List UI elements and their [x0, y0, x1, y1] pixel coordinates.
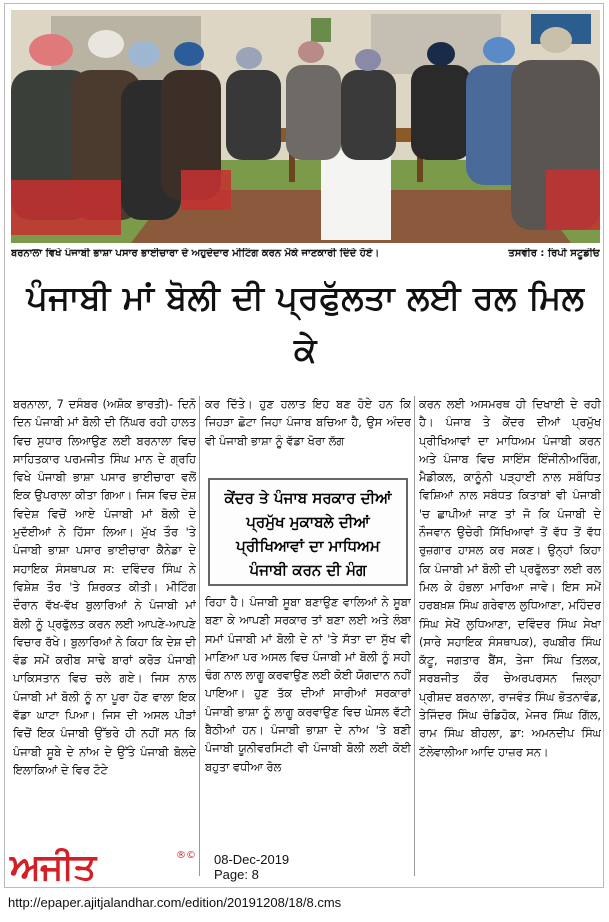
- article-column-1: ਬਰਨਾਲਾ, 7 ਦਸੰਬਰ (ਅਸ਼ੋਕ ਭਾਰਤੀ)- ਦਿਨੋ ਦਿਨ ਪੰਜਾਬੀ ਮਾਂ ਬੋਲੀ ਦੀ ਨਿੱਘਰ ਰਹੀ ਹਾਲਤ ਵਿਚ ਸੁਧਾਰ ਲਿਆਉਣ ਲਈ ਬਰਨਾਲਾ ਵਿਚ ਸਾਹਿਤਕਾਰ ਪਰਮਜੀਤ ਸਿੰਘ ਮਾਨ ਦੇ ਗ੍ਰਹਿ ਵਿਖੇ ਪੰਜਾਬੀ ਭਾਸ਼ਾ ਪਸਾਰ ਭਾਈਚਾਰਾ ਵਲੋਂ ਇਕ ਉਪਰਾਲਾ ਕੀਤਾ ਗਿਆ। ਜਿਸ ਵਿਚ ਦੇਸ਼ ਵਿਦੇਸ਼ ਵਿਚੋਂ ਆਏ ਪੰਜਾਬੀ ਮਾਂ ਬੋਲੀ ਦੇ ਮੁਦੱਈਆਂ ਨੇ ਹਿੱਸਾ ਲਿਆ। ਮੁੱਖ ਤੌਰ 'ਤੇ ਪੰਜਾਬੀ ਭਾਸ਼ਾ ਪਸਾਰ ਭਾਈਚਾਰਾ ਕੈਨੇਡਾ ਦੇ ਸਹਾਇਕ ਸੰਸਥਾਪਕ ਸ: ਦਵਿੰਦਰ ਸਿੰਘ ਨੇ ਵਿਸ਼ੇਸ਼ ਤੌਰ 'ਤੇ ਸ਼ਿਰਕਤ ਕੀਤੀ। ਮੀਟਿੰਗ ਦੌਰਾਨ ਵੱਖ-ਵੱਖ ਬੁਲਾਰਿਆਂ ਨੇ ਪੰਜਾਬੀ ਮਾਂ ਬੋਲੀ ਨੂੰ ਪ੍ਰਫੁੱਲਤ ਕਰਨ ਲਈ ਆਪਣੇ-ਆਪਣੇ ਵਿਚਾਰ ਰੱਖੇ। ਬੁਲਾਰਿਆਂ ਨੇ ਕਿਹਾ ਕਿ ਦੇਸ਼ ਦੀ ਵੰਡ ਸਮੇਂ ਕਰੀਬ ਸਾਢੇ ਬਾਰਾਂ ਕਰੋੜ ਪੰਜਾਬੀ ਪਾਕਿਸਤਾਨ ਵਿਚ ਚਲੇ ਗਏ। ਜਿਸ ਨਾਲ ਪੰਜਾਬੀ ਮਾਂ ਬੋਲੀ ਨੂੰ ਨਾ ਪੂਰਾ ਹੋਣ ਵਾਲਾ ਇਕ ਵੱਡਾ ਘਾਟਾ ਪਿਆ। ਜਿਸ ਦੀ ਅਸਲ ਪੀੜਾਂ ਵਿਚੋਂ ਇਕ ਪੰਜਾਬੀ ਉੱਭਰੇ ਹੀ ਨਹੀਂ ਸਨ ਕਿ ਪੰਜਾਬੀ ਸੂਬੇ ਦੇ ਨਾਂਅ ਦੇ ਉੱਤੇ ਪੰਜਾਬੀ ਬੋਲਦੇ ਇਲਾਕਿਆਂ ਦੇ ਵਿਰ ਟੋਟੇ: [13, 398, 196, 777]
- logo-registered-mark: ®©: [176, 850, 196, 861]
- headline-line-1: ਪੰਜਾਬੀ ਮਾਂ ਬੋਲੀ ਦੀ ਪ੍ਰਫੁੱਲਤਾ ਲਈ ਰਲ ਮਿਲ ਕੇ: [26, 278, 585, 369]
- page-number: Page: 8: [214, 867, 259, 882]
- meeting-photo: [11, 10, 600, 243]
- column-divider: [199, 396, 200, 876]
- pull-quote-box: [208, 478, 408, 586]
- column-divider: [414, 396, 415, 876]
- article-column-2-bottom: ਰਿਹਾ ਹੈ। ਪੰਜਾਬੀ ਸੂਬਾ ਬਣਾਉਣ ਵਾਲਿਆਂ ਨੇ ਸੂਬਾ ਬਣਾ ਕੇ ਆਪਣੀ ਸਰਕਾਰ ਤਾਂ ਬਣਾ ਲਈ ਅਤੇ ਲੰਬਾ ਸਮਾਂ ਪੰਜਾਬੀ ਮਾਂ ਬੋਲੀ ਦੇ ਨਾਂ 'ਤੇ ਸੱਤਾ ਦਾ ਸੁੱਖ ਵੀ ਮਾਣਿਆ ਪਰ ਅਸਲ ਵਿਚ ਪੰਜਾਬੀ ਮਾਂ ਬੋਲੀ ਨੂੰ ਸਹੀ ਢੰਗ ਨਾਲ ਲਾਗੂ ਕਰਵਾਉਣ ਲਈ ਕੋਈ ਯੋਗਦਾਨ ਨਹੀਂ ਪਾਇਆ। ਹੁਣ ਤੱਕ ਦੀਆਂ ਸਾਰੀਆਂ ਸਰਕਾਰਾਂ ਪੰਜਾਬੀ ਭਾਸ਼ਾ ਨੂੰ ਲਾਗੂ ਕਰਵਾਉਣ ਵਿਚ ਘੇਸਲ ਵੱਟੀ ਬੈਠੀਆਂ ਹਨ। ਪੰਜਾਬੀ ਭਾਸ਼ਾ ਦੇ ਨਾਂਅ 'ਤੇ ਬਣੀ ਪੰਜਾਬੀ ਯੂਨੀਵਰਸਿਟੀ ਵੀ ਪੰਜਾਬੀ ਬੋਲੀ ਲਈ ਕੋਈ ਬਹੁਤਾ ਵਧੀਆ ਰੋਲ: [205, 596, 411, 774]
- source-url[interactable]: http://epaper.ajitjalandhar.com/edition/20191208/18/8.cms: [8, 895, 342, 910]
- photo-caption-bar: [11, 248, 600, 264]
- headline-line-2: [11, 376, 600, 380]
- ajit-logo: ਅਜੀਤ: [10, 847, 96, 888]
- newspaper-clipping: [4, 3, 604, 888]
- headline: [11, 272, 600, 380]
- meeting-photo-icon: [11, 10, 600, 243]
- edition-date: 08-Dec-2019: [214, 852, 290, 867]
- photo-caption: ਬਰਨਾਲਾ ਵਿਖੇ ਪੰਜਾਬੀ ਭਾਸ਼ਾ ਪਸਾਰ ਭਾਈਚਾਰਾ ਦੇ ਅਹੁਦੇਦਾਰ ਮੀਟਿੰਗ ਕਰਨ ਮੌਕੇ ਜਾਣਕਾਰੀ ਦਿੰਦੇ ਹੋਏ।: [11, 248, 380, 259]
- article-column-2-top: ਕਰ ਦਿੱਤੇ। ਹੁਣ ਹਲਾਤ ਇਹ ਬਣ ਹੋਏ ਹਨ ਕਿ ਜਿਹੜਾ ਛੋਟਾ ਜਿਹਾ ਪੰਜਾਬ ਬਚਿਆ ਹੈ, ਉਸ ਅੰਦਰ ਵੀ ਪੰਜਾਬੀ ਭਾਸ਼ਾ ਨੂੰ ਵੱਡਾ ਖੋਰਾ ਲੱਗ: [205, 398, 411, 448]
- photo-credit: ਤਸਵੀਰ : ਰਿਪੀ ਸਟੂਡੀਓ: [508, 248, 600, 259]
- article-column-3: ਕਰਨ ਲਈ ਅਸਮਰਥ ਹੀ ਦਿਖਾਈ ਦੇ ਰਹੀ ਹੈ। ਪੰਜਾਬ ਤੇ ਕੇਂਦਰ ਦੀਆਂ ਪ੍ਰਮੁੱਖ ਪ੍ਰੀਖਿਆਵਾਂ ਦਾ ਮਾਧਿਅਮ ਪੰਜਾਬੀ ਕਰਨ ਅਤੇ ਪੰਜਾਬ ਵਿਚ ਸਾਇੰਸ ਇੰਜੀਨੀਅਰਿੰਗ, ਮੈਡੀਕਲ, ਕਾਨੂੰਨੀ ਪੜ੍ਹਾਈ ਨਾਲ ਸਬੰਧਿਤ ਵਿਸ਼ਿਆਂ ਨਾਲ ਸਬੰਧਤ ਕਿਤਾਬਾਂ ਵੀ ਪੰਜਾਬੀ 'ਚ ਛਾਪੀਆਂ ਜਾਣ ਤਾਂ ਜੋ ਕਿ ਪੰਜਾਬੀ ਦੇ ਨੌਜਵਾਨ ਉਚੇਰੀ ਸਿੱਖਿਆਵਾਂ ਤੋਂ ਵੱਧ ਤੋਂ ਵੱਧ ਰੁਜ਼ਗਾਰ ਹਾਸਲ ਕਰ ਸਕਣ। ਉਨ੍ਹਾਂ ਕਿਹਾ ਕਿ ਪੰਜਾਬੀ ਮਾਂ ਬੋਲੀ ਦੀ ਪ੍ਰਫੁੱਲਤਾ ਲਈ ਰਲ ਮਿਲ ਕੇ ਹੰਭਲਾ ਮਾਰਿਆ ਜਾਵੇ। ਇਸ ਸਮੇਂ ਹਰਬਖ਼ਸ਼ ਸਿੰਘ ਗਰੇਵਾਲ ਲੁਧਿਆਣਾ, ਮਹਿੰਦਰ ਸਿੰਘ ਸੇਖੋਂ ਲੁਧਿਆਣਾ, ਦਵਿੰਦਰ ਸਿੰਘ ਸੇਖਾ (ਸਾਰੇ ਸਹਾਇਕ ਸੰਸਥਾਪਕ), ਰਘਬੀਰ ਸਿੰਘ ਕੱਟੂ, ਜਗਤਾਰ ਬੈਂਸ, ਤੇਜਾ ਸਿੰਘ ਤਿਲਕ, ਸਰਬਜੀਤ ਕੌਰ ਚੇਅਰਪਰਸਨ ਜ਼ਿਲ੍ਹਾ ਪ੍ਰੀਸ਼ਦ ਬਰਨਾਲਾ, ਰਾਜਵੰਤ ਸਿੰਘ ਭੋਤਨਾਵੰਡ, ਤੇਜਿੰਦਰ ਸਿੰਘ ਚੰਡਿਹੋਕ, ਮੇਜਰ ਸਿੰਘ ਗਿੱਲ, ਰਾਮ ਸਿੰਘ ਬੀਹਲਾ, ਡਾ: ਅਮਨਦੀਪ ਸਿੰਘ ਟੱਲੇਵਾਲੀਆ ਆਦਿ ਹਾਜ਼ਰ ਸਨ।: [419, 398, 601, 759]
- pull-quote: ਕੇਂਦਰ ਤੇ ਪੰਜਾਬ ਸਰਕਾਰ ਦੀਆਂ ਪ੍ਰਮੁੱਖ ਮੁਕਾਬਲੇ ਦੀਆਂ ਪ੍ਰੀਖਿਆਵਾਂ ਦਾ ਮਾਧਿਅਮ ਪੰਜਾਬੀ ਕਰਨ ਦੀ ਮੰਗ: [224, 489, 392, 579]
